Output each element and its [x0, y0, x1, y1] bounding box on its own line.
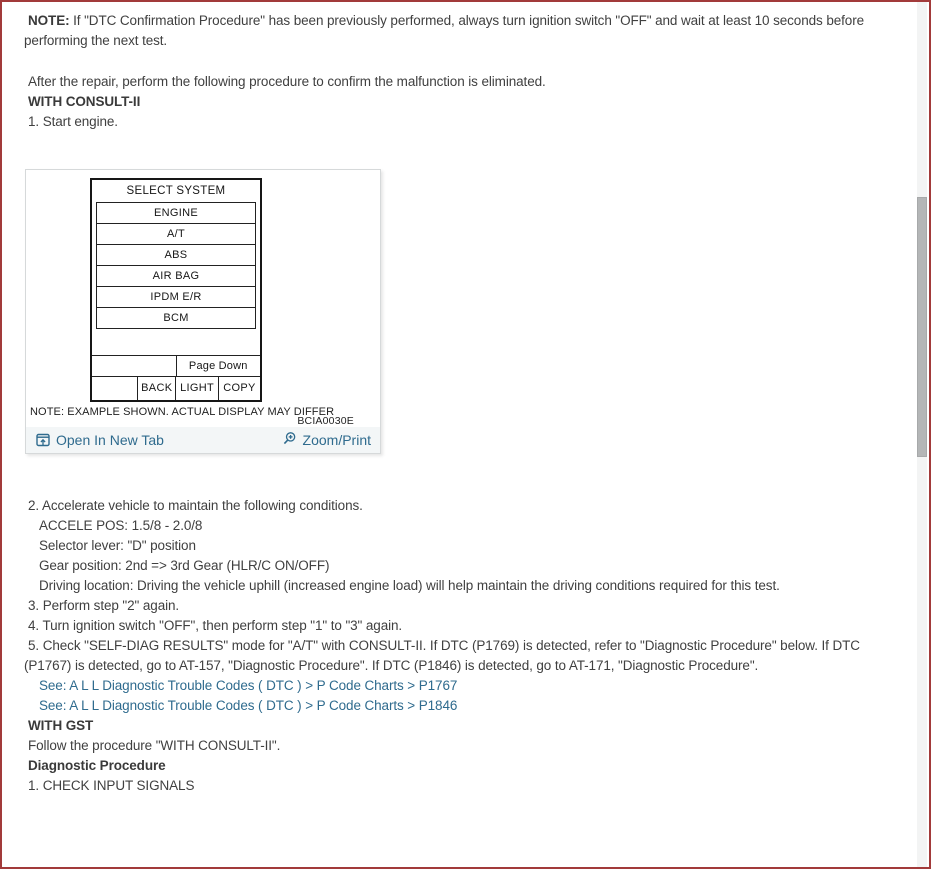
- step-2-accele-pos: ACCELE POS: 1.5/8 - 2.0/8: [39, 518, 203, 533]
- open-in-new-tab-label: Open In New Tab: [56, 432, 164, 448]
- consult-bottom-row: [92, 377, 260, 400]
- document-content: [2, 2, 900, 796]
- see-link-p1846[interactable]: See: A L L Diagnostic Trouble Codes ( DTC ) > P Code Charts > P1846: [39, 698, 458, 713]
- gst-text: Follow the procedure "WITH CONSULT-II".: [28, 738, 281, 753]
- with-gst-heading: WITH GST: [28, 718, 94, 733]
- vertical-scrollbar[interactable]: [917, 2, 927, 867]
- figure-image: [26, 170, 380, 427]
- zoom-in-icon: [283, 431, 297, 445]
- consult-back-button: BACK: [137, 377, 175, 400]
- step-3: 3. Perform step "2" again.: [28, 598, 180, 613]
- step-4: 4. Turn ignition switch "OFF", then perform step "1" to "3" again.: [28, 618, 403, 633]
- step-2-driving-location: Driving location: Driving the vehicle uphill (increased engine load) will help maintain the driving conditions required for this test.: [39, 578, 780, 593]
- consult-screen-title: SELECT SYSTEM: [126, 185, 226, 197]
- after-repair-text: After the repair, perform the following procedure to confirm the malfunction is eliminated.: [28, 74, 546, 89]
- consult-copy-button: COPY: [218, 377, 260, 400]
- figure-note-caption: NOTE: EXAMPLE SHOWN. ACTUAL DISPLAY MAY DIFFER: [30, 406, 335, 418]
- consult-menu-item-bcm: BCM: [97, 307, 255, 328]
- open-in-new-tab-link[interactable]: [36, 432, 164, 448]
- consult-menu-item-ipdm: IPDM E/R: [97, 286, 255, 307]
- consult-menu-item-at: A/T: [97, 223, 255, 244]
- step-2: 2. Accelerate vehicle to maintain the following conditions.: [28, 498, 363, 513]
- note-paragraph: [24, 11, 878, 51]
- consult-menu-item-engine: ENGINE: [154, 207, 198, 219]
- consult-light-button: LIGHT: [175, 377, 218, 400]
- procedure-steps: [24, 496, 900, 716]
- consult-menu-item-airbag: AIR BAG: [97, 265, 255, 286]
- see-link-row: [28, 696, 900, 716]
- see-link-p1767[interactable]: See: A L L Diagnostic Trouble Codes ( DTC ) > P Code Charts > P1767: [39, 678, 458, 693]
- scrollbar-thumb[interactable]: [917, 197, 927, 457]
- consult-screen-diagram: [90, 178, 262, 402]
- consult-menu: [96, 202, 256, 329]
- consult-step-1: 1. Start engine.: [28, 114, 118, 129]
- consult-pagedown-button: Page Down: [176, 356, 261, 376]
- with-consult-heading: WITH CONSULT-II: [28, 94, 141, 109]
- step-2-gear-position: Gear position: 2nd => 3rd Gear (HLR/C ON/OFF): [39, 558, 330, 573]
- step-5: 5. Check "SELF-DIAG RESULTS" mode for "A/T" with CONSULT-II. If DTC (P1769) is detected, refer to "Diagnostic Procedure" below. If DTC (P1767) is detected, go to AT-157, "Diagnostic Procedure". If DTC (P1846) is detected, go to AT-171, "Diagnostic Procedure".: [24, 638, 860, 673]
- consult-pagedown-empty-cell: [92, 356, 176, 376]
- figure-card: [25, 169, 381, 454]
- consult-bottom-empty-cell: [92, 377, 137, 400]
- consult-pagedown-row: [92, 355, 260, 377]
- see-link-row: [28, 676, 900, 696]
- zoom-print-label: Zoom/Print: [302, 432, 371, 448]
- diagnostic-procedure-heading: Diagnostic Procedure: [28, 758, 166, 773]
- figure-id-label: BCIA0030E: [297, 415, 354, 427]
- note-label: NOTE:: [28, 13, 70, 28]
- diagnostic-step-1: 1. CHECK INPUT SIGNALS: [28, 778, 195, 793]
- step-2-selector-lever: Selector lever: "D" position: [39, 538, 196, 553]
- figure-toolbar: [26, 427, 380, 453]
- note-text: If "DTC Confirmation Procedure" has been previously performed, always turn ignition switch "OFF" and wait at least 10 seconds before performing the next test.: [24, 13, 864, 48]
- consult-menu-item-abs: ABS: [97, 244, 255, 265]
- zoom-print-link[interactable]: [283, 432, 371, 448]
- open-in-new-tab-icon: [36, 433, 50, 447]
